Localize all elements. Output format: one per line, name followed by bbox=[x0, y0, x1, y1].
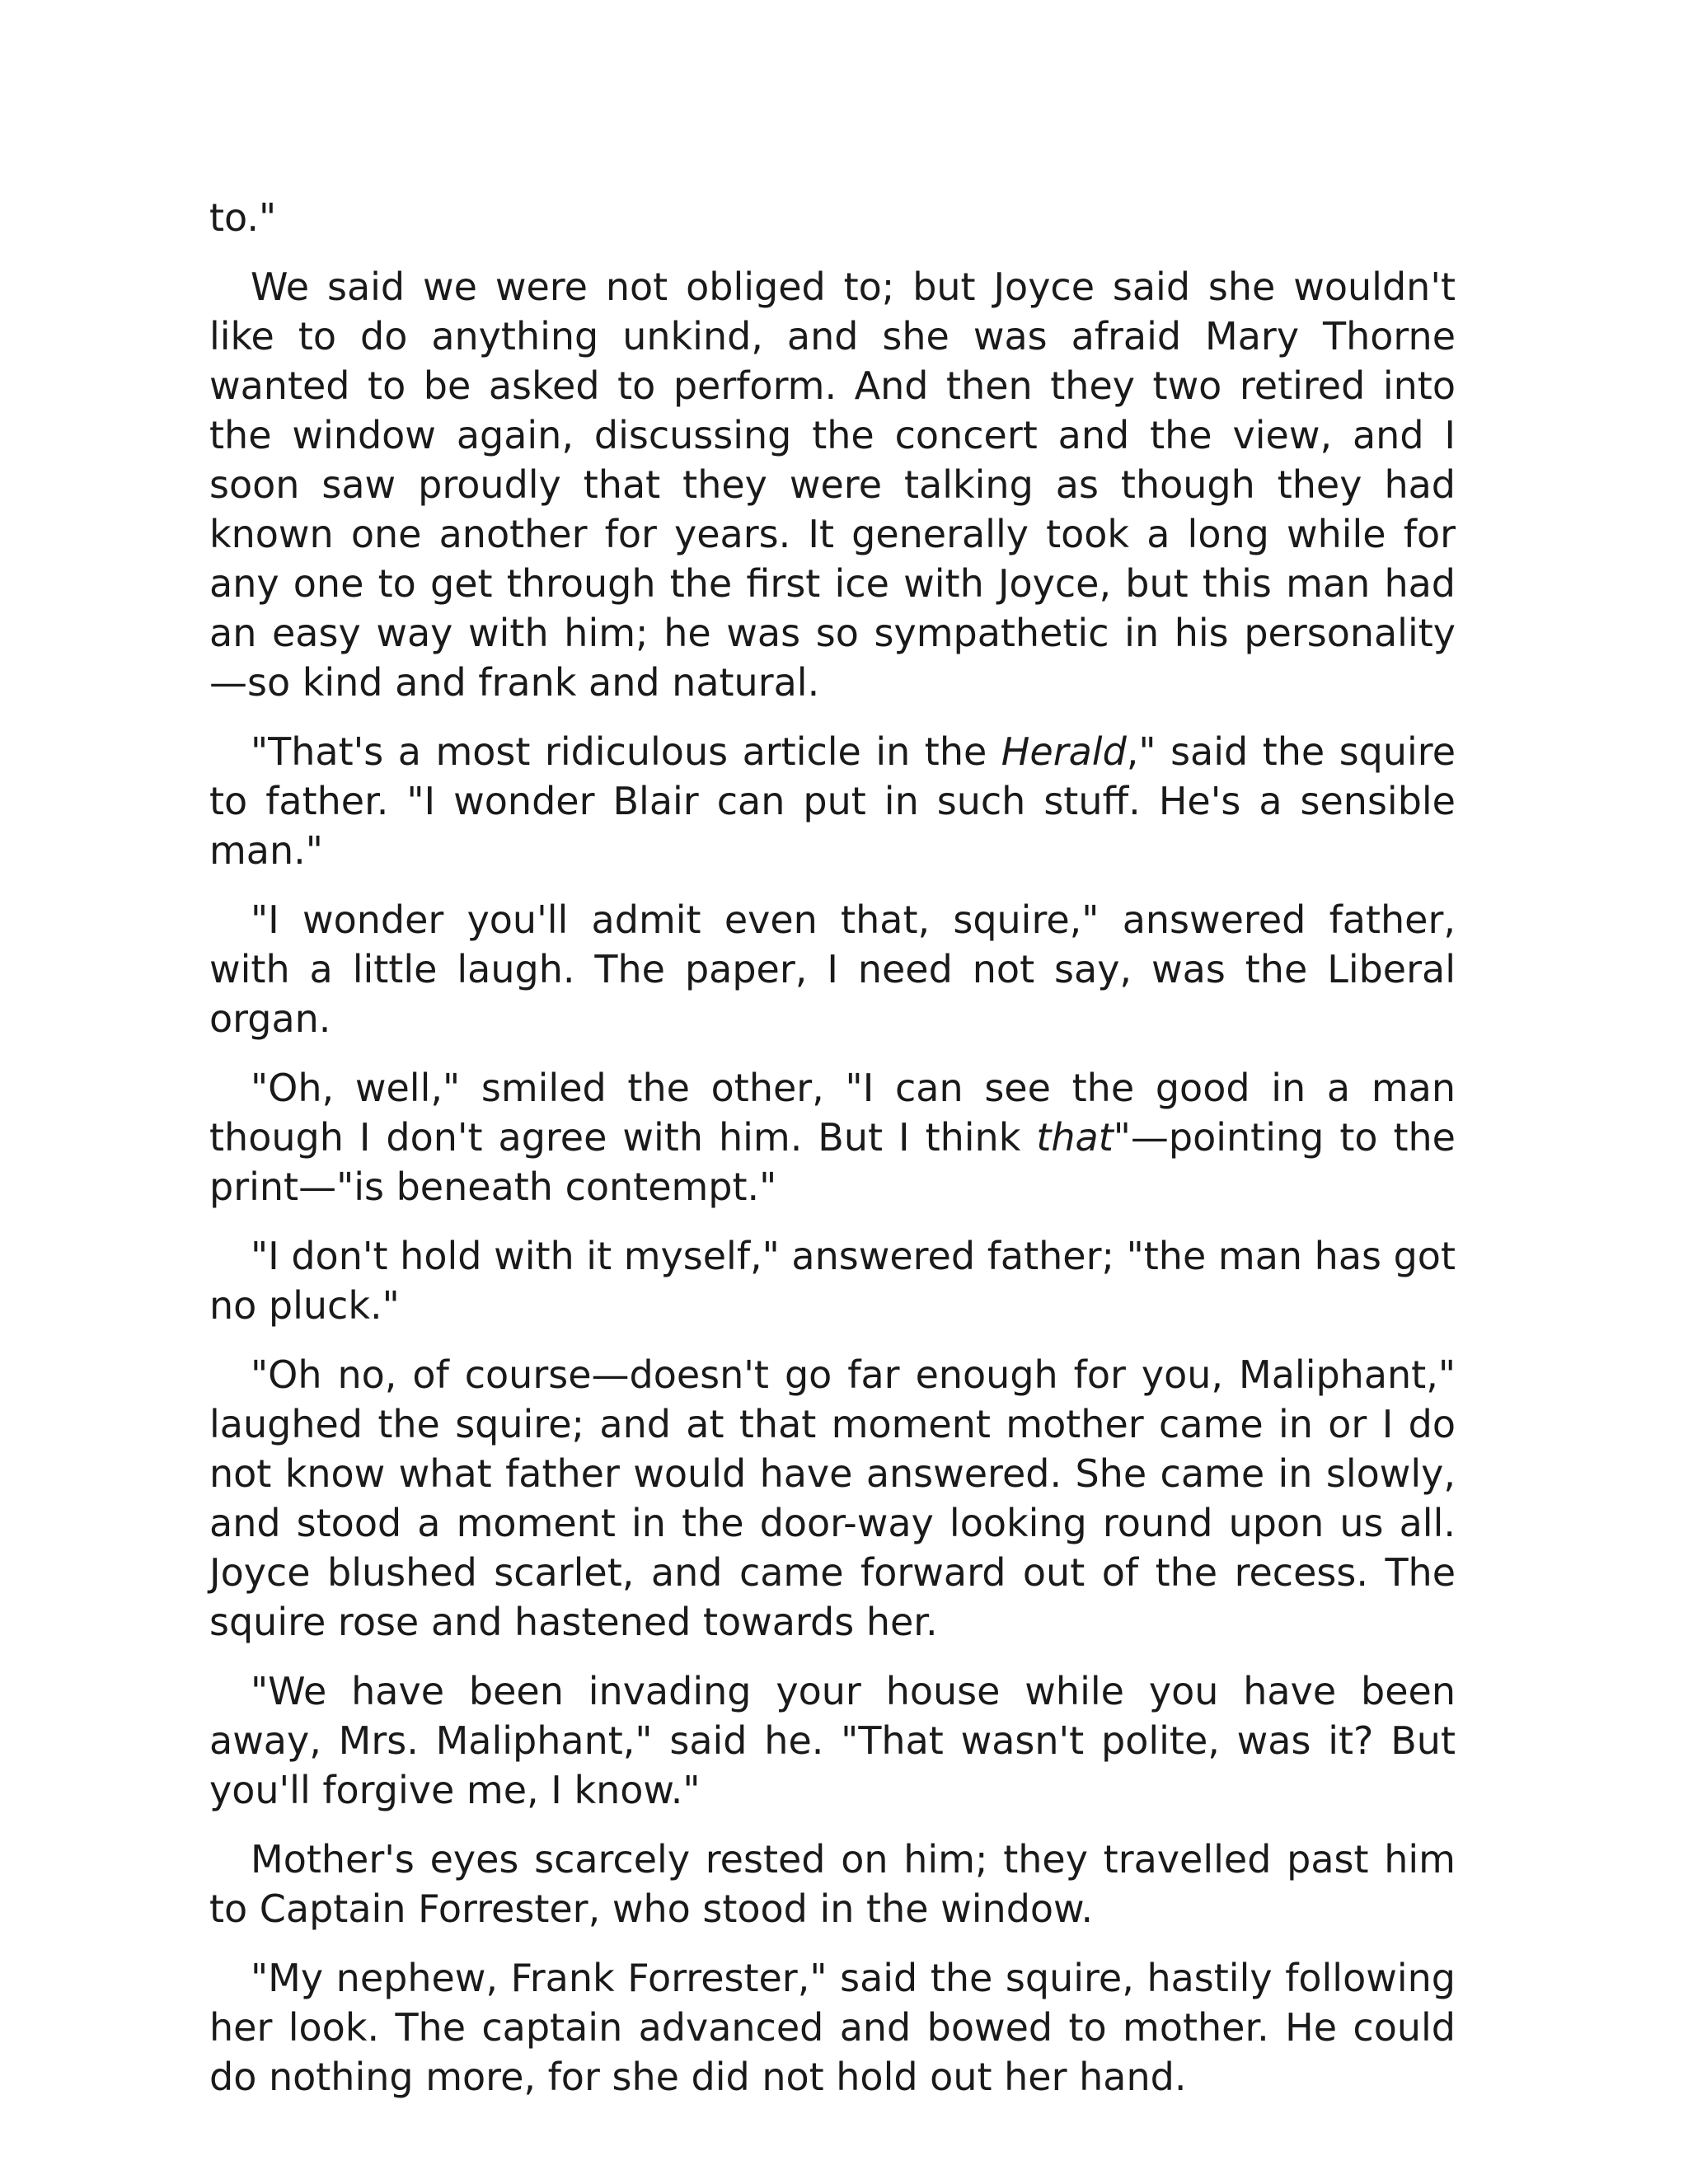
text-run: "I wonder you'll admit even that, squire," answered father, with a little laugh. The paper, I need not say, was the Liberal organ. bbox=[209, 898, 1456, 1041]
text-run: "Oh, well," smiled the other, "I can see the good in a man though I don't agree with him. But I think bbox=[209, 1066, 1456, 1160]
paragraph-7 bbox=[209, 1666, 1456, 1815]
text-run: We said we were not obliged to; but Joyce said she wouldn't like to do anything unkind, and she was afraid Mary Thorne wanted to be asked to perform. And then they two retired into the window again, discussing the concert and the view, and I soon saw proudly that they were talking as though they had known one another for years. It generally took a long while for any one to get through the first ice with Joyce, but this man had an easy way with him; he was so sympathetic in his personality—so kind and frank and natural. bbox=[209, 265, 1456, 705]
paragraph-6 bbox=[209, 1350, 1456, 1647]
text-run: "That's a most ridiculous article in the bbox=[251, 729, 1001, 774]
text-run: "—pointing to the print—"is beneath contempt." bbox=[209, 1115, 1456, 1209]
paragraph-1 bbox=[209, 262, 1456, 707]
italic-text-run: that bbox=[1036, 1115, 1114, 1160]
paragraph-3 bbox=[209, 895, 1456, 1043]
paragraph-4 bbox=[209, 1063, 1456, 1212]
text-run: "Oh no, of course—doesn't go far enough for you, Maliphant," laughed the squire; and at that moment mother came in or I do not know what father would have answered. She came in slowly, and stood a moment in the door-way looking round upon us all. Joyce blushed scarlet, and came forward out of the recess. The squire rose and hastened towards her. bbox=[209, 1352, 1456, 1644]
page-body bbox=[209, 193, 1456, 2102]
italic-text-run: Herald bbox=[1001, 729, 1127, 774]
paragraph-9 bbox=[209, 1953, 1456, 2102]
paragraph-8 bbox=[209, 1835, 1456, 1933]
text-run: "I don't hold with it myself," answered father; "the man has got no pluck." bbox=[209, 1234, 1456, 1328]
text-run: "My nephew, Frank Forrester," said the squire, hastily following her look. The captain advanced and bowed to mother. He could do nothing more, for she did not hold out her hand. bbox=[209, 1956, 1456, 2099]
paragraph-2 bbox=[209, 727, 1456, 875]
text-run: ," said the squire to father. "I wonder Blair can put in such stuff. He's a sensible man." bbox=[209, 729, 1456, 873]
text-run: "We have been invading your house while you have been away, Mrs. Maliphant," said he. "That wasn't polite, was it? But you'll forgive me, I know." bbox=[209, 1669, 1456, 1812]
paragraph-5 bbox=[209, 1231, 1456, 1330]
text-run: to." bbox=[209, 195, 277, 240]
text-run: Mother's eyes scarcely rested on him; they travelled past him to Captain Forrester, who stood in the window. bbox=[209, 1837, 1456, 1931]
paragraph-0 bbox=[209, 193, 1456, 242]
